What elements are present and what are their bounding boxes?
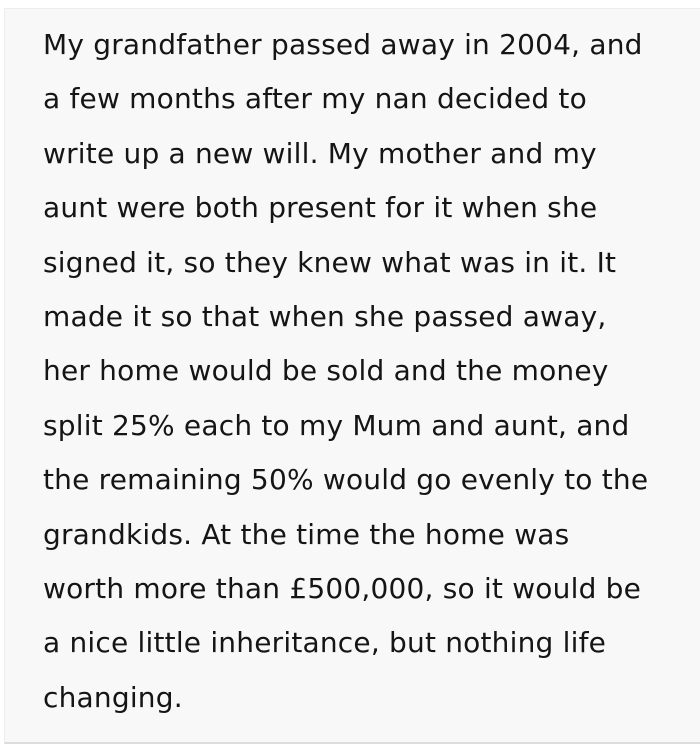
story-text-card [4,8,700,744]
paragraph-line: write up a new will. My mother and my [43,136,597,170]
paragraph-line: aunt were both present for it when she [43,191,598,225]
paragraph-line: worth more than £500,000, so it would be [43,571,642,605]
paragraph-line: changing. [43,680,183,714]
paragraph-line: a few months after my nan decided to [43,82,587,116]
paragraph-line: My grandfather passed away in 2004, and [43,28,643,61]
paragraph-line: her home would be sold and the money [43,354,609,388]
paragraph-line: a nice little inheritance, but nothing life [43,626,607,660]
paragraph-line: the remaining 50% would go evenly to the [43,463,649,497]
story-paragraph [5,9,700,725]
paragraph-line: made it so that when she passed away, [43,299,607,333]
paragraph-line: signed it, so they knew what was in it. It [43,245,617,279]
paragraph-line: split 25% each to my Mum and aunt, and [43,408,630,442]
paragraph-line: grandkids. At the time the home was [43,517,570,551]
